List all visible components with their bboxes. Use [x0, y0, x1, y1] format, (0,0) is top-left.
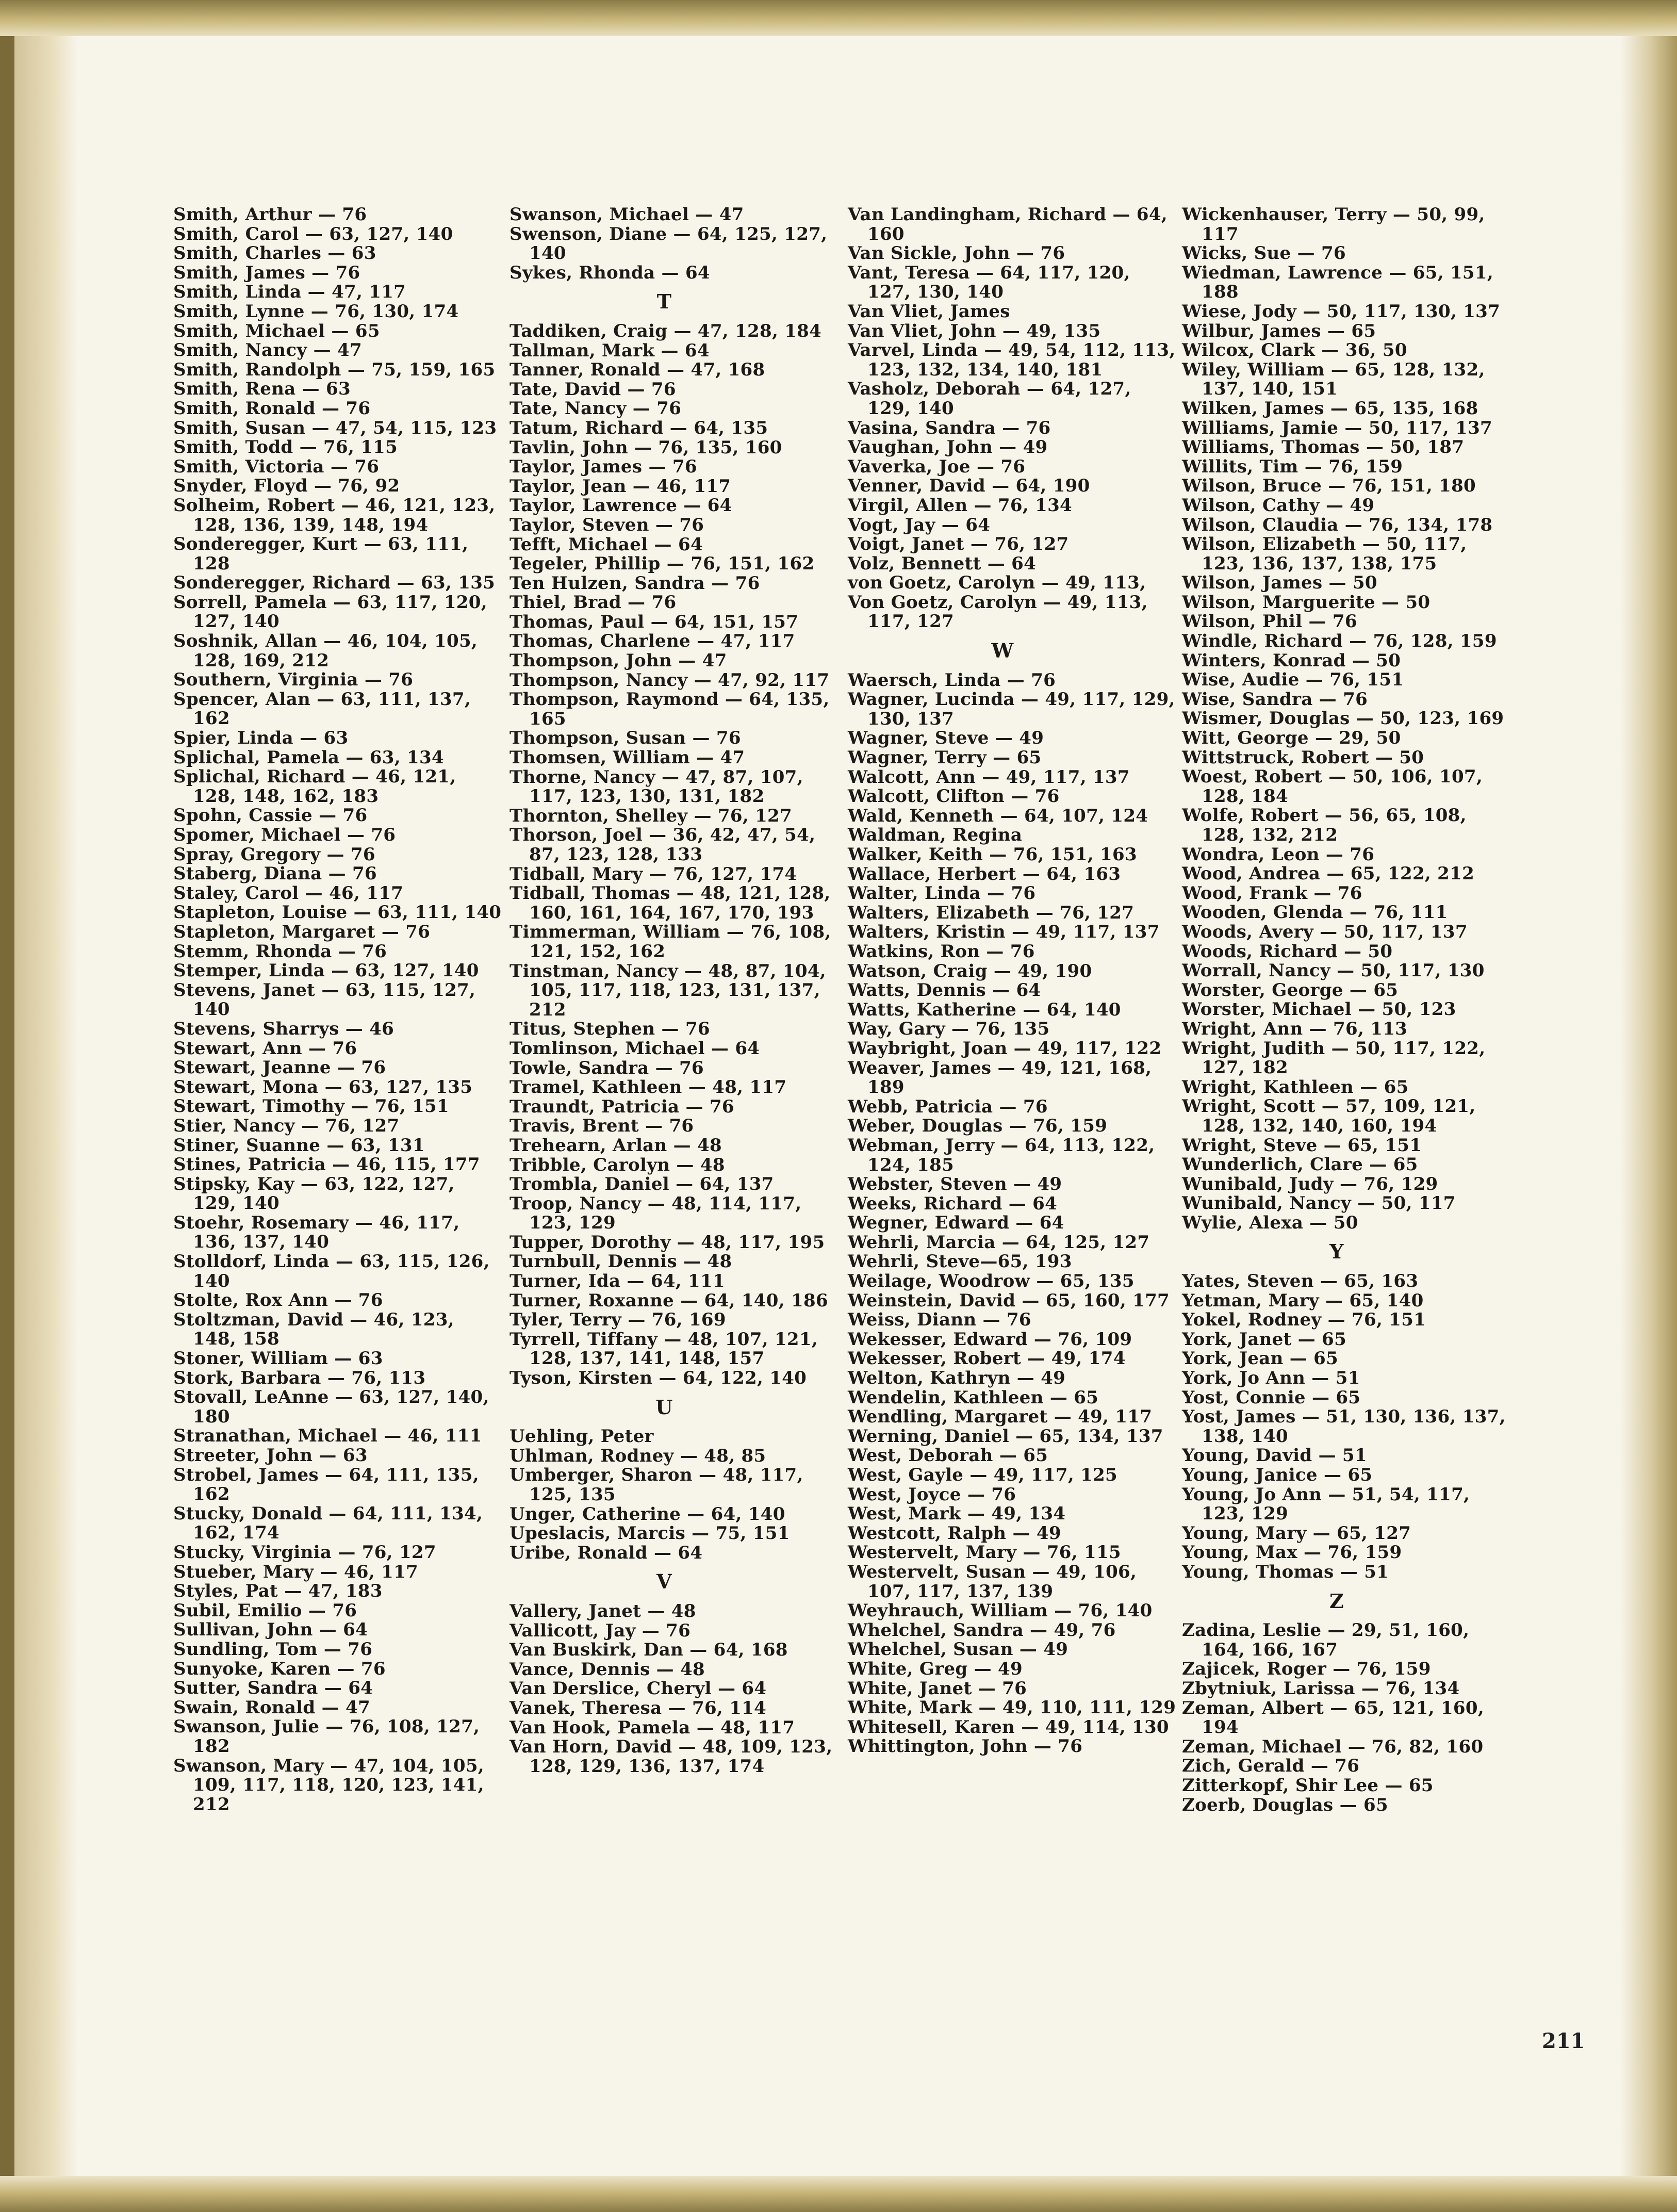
index-entry: Ten Hulzen, Sandra — 76 [509, 572, 760, 594]
index-entry: Sonderegger, Kurt — 63, 111, 128 [173, 534, 469, 574]
letter-heading: Y [1329, 1240, 1344, 1264]
index-entry: Tidball, Mary — 76, 127, 174 [509, 863, 797, 884]
index-entry: Thompson, Susan — 76 [509, 728, 741, 749]
index-entry: Welton, Kathryn — 49 [848, 1368, 1066, 1389]
index-entry: Smith, Michael — 65 [173, 320, 380, 341]
index-entry: Wise, Audie — 76, 151 [1182, 669, 1404, 691]
index-entry: Watts, Dennis — 64 [848, 980, 1041, 1001]
index-entry: Wood, Andrea — 65, 122, 212 [1182, 863, 1475, 884]
index-entry: Trehearn, Arlan — 48 [509, 1135, 722, 1156]
index-entry: Woest, Robert — 50, 106, 107, 128, 184 [1182, 766, 1483, 807]
index-entry: Young, Mary — 65, 127 [1182, 1522, 1411, 1544]
index-entry: Spencer, Alan — 63, 111, 137, 162 [173, 689, 471, 729]
index-entry: Wright, Judith — 50, 117, 122, 127, 182 [1182, 1038, 1486, 1078]
index-entry: Weber, Douglas — 76, 159 [848, 1116, 1108, 1137]
index-entry: Sorrell, Pamela — 63, 117, 120, 127, 140 [173, 592, 487, 632]
index-entry: Whelchel, Susan — 49 [848, 1639, 1068, 1660]
index-entry: Stapleton, Margaret — 76 [173, 921, 431, 942]
binding-shadow [0, 0, 14, 2212]
index-entry: York, Jo Ann — 51 [1182, 1368, 1360, 1389]
index-entry: Wicks, Sue — 76 [1182, 243, 1346, 264]
index-entry: Wismer, Douglas — 50, 123, 169 [1182, 708, 1504, 729]
index-entry: Tyson, Kirsten — 64, 122, 140 [509, 1368, 807, 1389]
index-entry: Stoner, William — 63 [173, 1348, 383, 1369]
index-entry: Tate, David — 76 [509, 379, 676, 400]
index-entry: Zeman, Albert — 65, 121, 160, 194 [1182, 1697, 1484, 1738]
index-entry: Yokel, Rodney — 76, 151 [1182, 1309, 1426, 1331]
index-entry: Tinstman, Nancy — 48, 87, 104, 105, 117, 118, 123, 131, 137, 212 [509, 960, 826, 1020]
index-entry: Witt, George — 29, 50 [1182, 728, 1401, 749]
index-entry: Wallace, Herbert — 64, 163 [848, 863, 1121, 884]
index-entry: Stucky, Virginia — 76, 127 [173, 1542, 436, 1563]
index-entry: Swanson, Mary — 47, 104, 105, 109, 117, 118, 120, 123, 141, 212 [173, 1755, 484, 1815]
index-entry: Tate, Nancy — 76 [509, 398, 682, 419]
index-entry: Williams, Thomas — 50, 187 [1182, 437, 1465, 458]
index-entry: Uhlman, Rodney — 48, 85 [509, 1445, 766, 1466]
index-entry: Spomer, Michael — 76 [173, 825, 396, 845]
index-entry: Vant, Teresa — 64, 117, 120, 127, 130, 140 [848, 262, 1130, 303]
index-entry: Wylie, Alexa — 50 [1182, 1212, 1358, 1233]
index-entry: Wehrli, Steve—65, 193 [848, 1251, 1072, 1272]
index-entry: Taylor, James — 76 [509, 456, 697, 478]
index-entry: Werning, Daniel — 65, 134, 137 [848, 1425, 1163, 1447]
index-entry: Thompson, John — 47 [509, 650, 727, 671]
index-entry: Thompson, Raymond — 64, 135, 165 [509, 689, 830, 729]
index-entry: Smith, Charles — 63 [173, 243, 376, 264]
index-entry: Wiese, Jody — 50, 117, 130, 137 [1182, 301, 1501, 322]
index-entry: Worster, Michael — 50, 123 [1182, 999, 1456, 1020]
index-entry: Wittstruck, Robert — 50 [1182, 747, 1424, 768]
index-entry: York, Jean — 65 [1182, 1348, 1339, 1369]
index-entry: Yost, James — 51, 130, 136, 137, 138, 140 [1182, 1406, 1506, 1447]
index-entry: Stork, Barbara — 76, 113 [173, 1367, 426, 1388]
index-entry: Uribe, Ronald — 64 [509, 1542, 703, 1563]
index-entry: Umberger, Sharon — 48, 117, 125, 135 [509, 1465, 803, 1505]
index-entry: Zeman, Michael — 76, 82, 160 [1182, 1736, 1484, 1757]
index-entry: Tidball, Thomas — 48, 121, 128, 160, 161, 164, 167, 170, 193 [509, 883, 831, 923]
index-entry: Stewart, Timothy — 76, 151 [173, 1096, 449, 1117]
index-entry: Van Derslice, Cheryl — 64 [509, 1678, 767, 1699]
index-entry: Yost, Connie — 65 [1182, 1387, 1361, 1408]
index-entry: Stolldorf, Linda — 63, 115, 126, 140 [173, 1251, 490, 1291]
index-entry: Young, Jo Ann — 51, 54, 117, 123, 129 [1182, 1484, 1470, 1525]
index-entry: Weyhrauch, William — 76, 140 [848, 1600, 1153, 1621]
index-entry: Wagner, Terry — 65 [848, 747, 1042, 768]
index-entry: Stolte, Rox Ann — 76 [173, 1290, 383, 1311]
index-entry: Watts, Katherine — 64, 140 [848, 999, 1121, 1020]
index-entry: White, Greg — 49 [848, 1658, 1023, 1679]
index-entry: Wunibald, Judy — 76, 129 [1182, 1173, 1438, 1194]
index-column-4 [1182, 205, 1512, 1815]
index-entry: West, Mark — 49, 134 [848, 1503, 1066, 1525]
index-entry: Wunderlich, Clare — 65 [1182, 1154, 1418, 1175]
index-entry: Whitesell, Karen — 49, 114, 130 [848, 1716, 1169, 1738]
index-entry: Stiner, Suanne — 63, 131 [173, 1135, 425, 1156]
index-entry: Smith, Ronald — 76 [173, 398, 371, 419]
index-entry: Wegner, Edward — 64 [848, 1212, 1064, 1234]
index-entry: Turner, Roxanne — 64, 140, 186 [509, 1290, 828, 1311]
index-entry: Webb, Patricia — 76 [848, 1096, 1048, 1117]
index-entry: Sykes, Rhonda — 64 [509, 262, 710, 283]
index-entry: Wekesser, Edward — 76, 109 [848, 1329, 1132, 1350]
index-entry: Vogt, Jay — 64 [848, 514, 991, 535]
index-entry: West, Gayle — 49, 117, 125 [848, 1465, 1118, 1485]
index-entry: Snyder, Floyd — 76, 92 [173, 476, 400, 497]
index-entry: Tyler, Terry — 76, 169 [509, 1309, 726, 1331]
index-entry: Smith, James — 76 [173, 262, 360, 283]
index-entry: Wehrli, Marcia — 64, 125, 127 [848, 1232, 1150, 1253]
index-entry: Tramel, Kathleen — 48, 117 [509, 1077, 787, 1098]
index-entry: Vallery, Janet — 48 [509, 1600, 696, 1621]
index-entry: Zbytniuk, Larissa — 76, 134 [1182, 1678, 1460, 1699]
index-entry: Wolfe, Robert — 56, 65, 108, 128, 132, 212 [1182, 805, 1467, 845]
index-entry: Van Vliet, James [848, 301, 1010, 322]
index-entry: Taylor, Lawrence — 64 [509, 495, 732, 516]
index-entry: Wright, Ann — 76, 113 [1182, 1018, 1408, 1039]
index-entry: Stewart, Ann — 76 [173, 1038, 357, 1059]
index-entry: Stemm, Rhonda — 76 [173, 941, 387, 962]
index-entry: Weaver, James — 49, 121, 168, 189 [848, 1057, 1152, 1098]
index-entry: Stapleton, Louise — 63, 111, 140 [173, 902, 502, 923]
index-entry: Wright, Steve — 65, 151 [1182, 1135, 1422, 1156]
index-entry: Sonderegger, Richard — 63, 135 [173, 572, 496, 594]
index-entry: Waersch, Linda — 76 [848, 669, 1056, 691]
index-entry: Vance, Dennis — 48 [509, 1659, 705, 1680]
index-entry: Wiley, William — 65, 128, 132, 137, 140, 151 [1182, 359, 1485, 400]
index-entry: Soshnik, Allan — 46, 104, 105, 128, 169, 212 [173, 631, 478, 671]
page-top-edge [0, 0, 1677, 36]
index-entry: Wooden, Glenda — 76, 111 [1182, 902, 1448, 923]
index-entry: Stevens, Sharrys — 46 [173, 1018, 394, 1039]
page-bottom-edge [0, 2176, 1677, 2212]
index-entry: Young, David — 51 [1182, 1445, 1367, 1466]
index-entry: Wekesser, Robert — 49, 174 [848, 1348, 1126, 1369]
index-entry: Stines, Patricia — 46, 115, 177 [173, 1154, 480, 1175]
index-entry: Taddiken, Craig — 47, 128, 184 [509, 320, 822, 341]
index-entry: Taylor, Steven — 76 [509, 514, 704, 535]
index-entry: Thomas, Paul — 64, 151, 157 [509, 611, 799, 632]
index-entry: Tatum, Richard — 64, 135 [509, 417, 768, 438]
index-entry: Sullivan, John — 64 [173, 1619, 368, 1641]
index-entry: Thiel, Brad — 76 [509, 592, 677, 613]
index-entry: Tefft, Michael — 64 [509, 534, 703, 555]
index-entry: Tegeler, Phillip — 76, 151, 162 [509, 553, 815, 575]
index-entry: Young, Max — 76, 159 [1182, 1542, 1402, 1563]
index-entry: Wilson, Cathy — 49 [1182, 495, 1375, 516]
index-entry: Walters, Kristin — 49, 117, 137 [848, 922, 1160, 943]
index-entry: Young, Janice — 65 [1182, 1465, 1373, 1485]
index-entry: Travis, Brent — 76 [509, 1116, 694, 1137]
index-entry: Stoltzman, David — 46, 123, 148, 158 [173, 1309, 454, 1350]
index-entry: Smith, Lynne — 76, 130, 174 [173, 301, 459, 322]
index-entry: Smith, Victoria — 76 [173, 456, 380, 477]
index-entry: Wondra, Leon — 76 [1182, 844, 1375, 865]
index-entry: Venner, David — 64, 190 [848, 476, 1090, 497]
index-entry: Wood, Frank — 76 [1182, 882, 1362, 904]
index-entry: Wright, Scott — 57, 109, 121, 128, 132, 140, 160, 194 [1182, 1096, 1476, 1136]
index-entry: Stueber, Mary — 46, 117 [173, 1561, 418, 1582]
index-entry: Strobel, James — 64, 111, 135, 162 [173, 1464, 479, 1505]
index-entry: Troop, Nancy — 48, 114, 117, 123, 129 [509, 1193, 802, 1234]
index-entry: Vasholz, Deborah — 64, 127, 129, 140 [848, 379, 1131, 419]
index-entry: Whittington, John — 76 [848, 1736, 1083, 1757]
index-entry: Smith, Randolph — 75, 159, 165 [173, 359, 496, 380]
index-entry: Tanner, Ronald — 47, 168 [509, 359, 765, 381]
index-entry: Walcott, Clifton — 76 [848, 786, 1060, 807]
index-entry: Wald, Kenneth — 64, 107, 124 [848, 805, 1148, 826]
index-entry: Swanson, Julie — 76, 108, 127, 182 [173, 1716, 480, 1757]
index-entry: Subil, Emilio — 76 [173, 1600, 357, 1621]
index-entry: Vaughan, John — 49 [848, 437, 1048, 458]
index-entry: Spohn, Cassie — 76 [173, 805, 368, 826]
index-entry: West, Deborah — 65 [848, 1445, 1048, 1466]
index-entry: York, Janet — 65 [1182, 1329, 1347, 1350]
index-entry: Wilson, Elizabeth — 50, 117, 123, 136, 137, 138, 175 [1182, 534, 1467, 574]
index-entry: Spray, Gregory — 76 [173, 844, 375, 865]
index-entry: Wendelin, Kathleen — 65 [848, 1387, 1099, 1408]
index-entry: Solheim, Robert — 46, 121, 123, 128, 136, 139, 148, 194 [173, 495, 496, 535]
index-entry: Weilage, Woodrow — 65, 135 [848, 1271, 1135, 1292]
index-entry: Walters, Elizabeth — 76, 127 [848, 902, 1135, 923]
index-entry: Staberg, Diana — 76 [173, 863, 377, 884]
index-entry: Whelchel, Sandra — 49, 76 [848, 1619, 1116, 1641]
index-entry: Splichal, Pamela — 63, 134 [173, 747, 444, 768]
index-entry: Way, Gary — 76, 135 [848, 1019, 1050, 1040]
page-right-edge [1620, 0, 1677, 2212]
index-entry: Tribble, Carolyn — 48 [509, 1154, 725, 1175]
index-entry: Watkins, Ron — 76 [848, 941, 1035, 962]
index-entry: Thomsen, William — 47 [509, 747, 745, 768]
index-entry: Wise, Sandra — 76 [1182, 689, 1368, 710]
index-entry: Westcott, Ralph — 49 [848, 1522, 1061, 1544]
index-entry: Sundling, Tom — 76 [173, 1638, 373, 1660]
index-entry: Thompson, Nancy — 47, 92, 117 [509, 669, 830, 691]
index-entry: Stevens, Janet — 63, 115, 127, 140 [173, 979, 476, 1020]
index-entry: Wiedman, Lawrence — 65, 151, 188 [1182, 262, 1493, 303]
index-entry: Weiss, Diann — 76 [848, 1309, 1031, 1331]
letter-heading: T [656, 290, 672, 314]
index-entry: Unger, Catherine — 64, 140 [509, 1503, 785, 1525]
index-entry: Thorson, Joel — 36, 42, 47, 54, 87, 123, 128, 133 [509, 825, 816, 865]
index-entry: Splichal, Richard — 46, 121, 128, 148, 162, 183 [173, 766, 456, 807]
index-entry: Stucky, Donald — 64, 111, 134, 162, 174 [173, 1503, 483, 1544]
index-entry: Wendling, Margaret — 49, 117 [848, 1406, 1153, 1428]
index-entry: West, Joyce — 76 [848, 1484, 1016, 1505]
index-entry: Waldman, Regina [848, 825, 1023, 846]
index-entry: Webster, Steven — 49 [848, 1174, 1062, 1195]
index-entry: Stipsky, Kay — 63, 122, 127, 129, 140 [173, 1173, 455, 1214]
index-entry: Smith, Todd — 76, 115 [173, 437, 398, 458]
index-column-2 [509, 205, 840, 1776]
index-entry: Volz, Bennett — 64 [848, 553, 1037, 574]
index-entry: Stewart, Mona — 63, 127, 135 [173, 1076, 473, 1097]
index-entry: Stoehr, Rosemary — 46, 117, 136, 137, 140 [173, 1212, 460, 1253]
index-entry: Tyrrell, Tiffany — 48, 107, 121, 128, 137, 141, 148, 157 [509, 1329, 818, 1369]
page-number: 211 [1542, 2029, 1585, 2053]
index-entry: Westervelt, Susan — 49, 106, 107, 117, 137, 139 [848, 1561, 1137, 1602]
index-entry: Smith, Linda — 47, 117 [173, 282, 406, 303]
index-entry: Swenson, Diane — 64, 125, 127, 140 [509, 223, 828, 264]
index-entry: Southern, Virginia — 76 [173, 669, 414, 691]
index-entry: Tomlinson, Michael — 64 [509, 1038, 760, 1059]
index-entry: Wunibald, Nancy — 50, 117 [1182, 1193, 1456, 1214]
index-entry: Thorne, Nancy — 47, 87, 107, 117, 123, 130, 131, 182 [509, 766, 803, 807]
index-entry: Uehling, Peter [509, 1426, 654, 1447]
index-entry: Voigt, Janet — 76, 127 [848, 534, 1069, 555]
index-entry: Westervelt, Mary — 76, 115 [848, 1542, 1121, 1563]
letter-heading: V [656, 1570, 672, 1594]
index-entry: Smith, Carol — 63, 127, 140 [173, 223, 453, 244]
index-entry: Woods, Avery — 50, 117, 137 [1182, 921, 1468, 942]
index-entry: Vasina, Sandra — 76 [848, 417, 1051, 438]
index-entry: Varvel, Linda — 49, 54, 112, 113, 123, 132, 134, 140, 181 [848, 340, 1176, 380]
index-column-1 [173, 205, 503, 1814]
index-entry: Weinstein, David — 65, 160, 177 [848, 1290, 1170, 1311]
index-entry: Trombla, Daniel — 64, 137 [509, 1174, 774, 1195]
index-entry: Vanek, Theresa — 76, 114 [509, 1697, 767, 1718]
index-entry: Stewart, Jeanne — 76 [173, 1057, 386, 1078]
index-entry: Wilson, James — 50 [1182, 572, 1377, 594]
index-entry: Tupper, Dorothy — 48, 117, 195 [509, 1232, 825, 1253]
index-entry: Timmerman, William — 76, 108, 121, 152, 162 [509, 922, 831, 962]
index-entry: Worrall, Nancy — 50, 117, 130 [1182, 960, 1485, 981]
index-entry: Sunyoke, Karen — 76 [173, 1658, 386, 1679]
index-entry: Streeter, John — 63 [173, 1445, 368, 1466]
index-entry: Windle, Richard — 76, 128, 159 [1182, 631, 1497, 652]
index-entry: Woods, Richard — 50 [1182, 941, 1393, 962]
index-entry: Tallman, Mark — 64 [509, 340, 710, 361]
index-entry: Towle, Sandra — 76 [509, 1057, 704, 1078]
index-entry: Stovall, LeAnne — 63, 127, 140, 180 [173, 1387, 489, 1427]
index-entry: Swanson, Michael — 47 [509, 204, 744, 225]
index-entry: Yates, Steven — 65, 163 [1182, 1271, 1419, 1292]
index-entry: Wilken, James — 65, 135, 168 [1182, 398, 1478, 419]
index-entry: Watson, Craig — 49, 190 [848, 960, 1092, 981]
index-entry: Smith, Rena — 63 [173, 379, 351, 400]
index-entry: Walter, Linda — 76 [848, 883, 1036, 904]
index-entry: Wilson, Phil — 76 [1182, 611, 1357, 632]
index-entry: Van Sickle, John — 76 [848, 243, 1065, 264]
index-entry: Virgil, Allen — 76, 134 [848, 495, 1072, 516]
index-entry: Van Horn, David — 48, 109, 123, 128, 129, 136, 137, 174 [509, 1736, 833, 1777]
index-entry: Worster, George — 65 [1182, 979, 1399, 1001]
index-entry: Traundt, Patricia — 76 [509, 1096, 734, 1117]
index-entry: Tavlin, John — 76, 135, 160 [509, 437, 782, 458]
index-entry: Zadina, Leslie — 29, 51, 160, 164, 166, 167 [1182, 1620, 1470, 1660]
index-entry: Stier, Nancy — 76, 127 [173, 1115, 400, 1136]
index-entry: Turner, Ida — 64, 111 [509, 1271, 725, 1292]
index-entry: White, Janet — 76 [848, 1678, 1027, 1699]
index-entry: Wilson, Marguerite — 50 [1182, 592, 1431, 613]
index-entry: Sutter, Sandra — 64 [173, 1678, 373, 1699]
index-entry: Van Vliet, John — 49, 135 [848, 320, 1101, 341]
index-entry: Walker, Keith — 76, 151, 163 [848, 844, 1137, 865]
index-entry: Wagner, Steve — 49 [848, 728, 1044, 749]
index-entry: Zitterkopf, Shir Lee — 65 [1182, 1775, 1434, 1796]
index-entry: Willits, Tim — 76, 159 [1182, 456, 1403, 477]
index-entry: Smith, Arthur — 76 [173, 204, 367, 225]
index-entry: Smith, Susan — 47, 54, 115, 123 [173, 417, 497, 438]
index-entry: Styles, Pat — 47, 183 [173, 1581, 383, 1602]
index-entry: von Goetz, Carolyn — 49, 113, [848, 572, 1146, 594]
index-entry: Wilbur, James — 65 [1182, 320, 1376, 341]
index-entry: Waybright, Joan — 49, 117, 122 [848, 1038, 1162, 1059]
index-entry: Taylor, Jean — 46, 117 [509, 476, 731, 497]
index-entry: Zajicek, Roger — 76, 159 [1182, 1659, 1431, 1680]
index-entry: Stemper, Linda — 63, 127, 140 [173, 960, 479, 981]
index-entry: Walcott, Ann — 49, 117, 137 [848, 766, 1130, 788]
index-entry: Smith, Nancy — 47 [173, 340, 362, 361]
index-entry: Titus, Stephen — 76 [509, 1019, 710, 1040]
index-entry: Van Buskirk, Dan — 64, 168 [509, 1640, 788, 1661]
index-entry: Thornton, Shelley — 76, 127 [509, 805, 792, 826]
index-column-3 [848, 205, 1178, 1757]
index-entry: Wickenhauser, Terry — 50, 99, 117 [1182, 204, 1485, 244]
index-entry: Staley, Carol — 46, 117 [173, 882, 404, 904]
index-entry: Wilcox, Clark — 36, 50 [1182, 340, 1407, 361]
index-entry: Yetman, Mary — 65, 140 [1182, 1290, 1424, 1311]
index-entry: Wilson, Bruce — 76, 151, 180 [1182, 476, 1476, 497]
index-entry: White, Mark — 49, 110, 111, 129 [848, 1697, 1176, 1718]
index-entry: Zich, Gerald — 76 [1182, 1756, 1360, 1777]
index-entry: Thomas, Charlene — 47, 117 [509, 631, 795, 652]
index-entry: Wright, Kathleen — 65 [1182, 1076, 1409, 1097]
index-entry: Weeks, Richard — 64 [848, 1193, 1058, 1214]
index-entry: Stranathan, Michael — 46, 111 [173, 1425, 482, 1447]
index-entry: Turnbull, Dennis — 48 [509, 1251, 732, 1272]
index-entry: Wilson, Claudia — 76, 134, 178 [1182, 514, 1493, 535]
letter-heading: Z [1329, 1589, 1344, 1613]
index-entry: Williams, Jamie — 50, 117, 137 [1182, 417, 1492, 438]
letter-heading: U [655, 1395, 673, 1419]
index-entry: Young, Thomas — 51 [1182, 1561, 1389, 1582]
index-entry: Spier, Linda — 63 [173, 728, 349, 749]
index-entry: Upeslacis, Marcis — 75, 151 [509, 1523, 790, 1544]
index-entry: Wagner, Lucinda — 49, 117, 129, 130, 137 [848, 689, 1175, 729]
index-entry: Webman, Jerry — 64, 113, 122, 124, 185 [848, 1135, 1155, 1175]
index-entry: Vallicott, Jay — 76 [509, 1620, 691, 1641]
letter-heading: W [991, 639, 1014, 663]
index-entry: Vaverka, Joe — 76 [848, 456, 1026, 477]
index-entry: Winters, Konrad — 50 [1182, 650, 1401, 671]
index-entry: Van Hook, Pamela — 48, 117 [509, 1717, 795, 1738]
index-entry: Von Goetz, Carolyn — 49, 113, 117, 127 [848, 592, 1148, 632]
index-entry: Swain, Ronald — 47 [173, 1697, 370, 1718]
index-entry: Van Landingham, Richard — 64, 160 [848, 204, 1168, 244]
index-entry: Zoerb, Douglas — 65 [1182, 1794, 1388, 1815]
